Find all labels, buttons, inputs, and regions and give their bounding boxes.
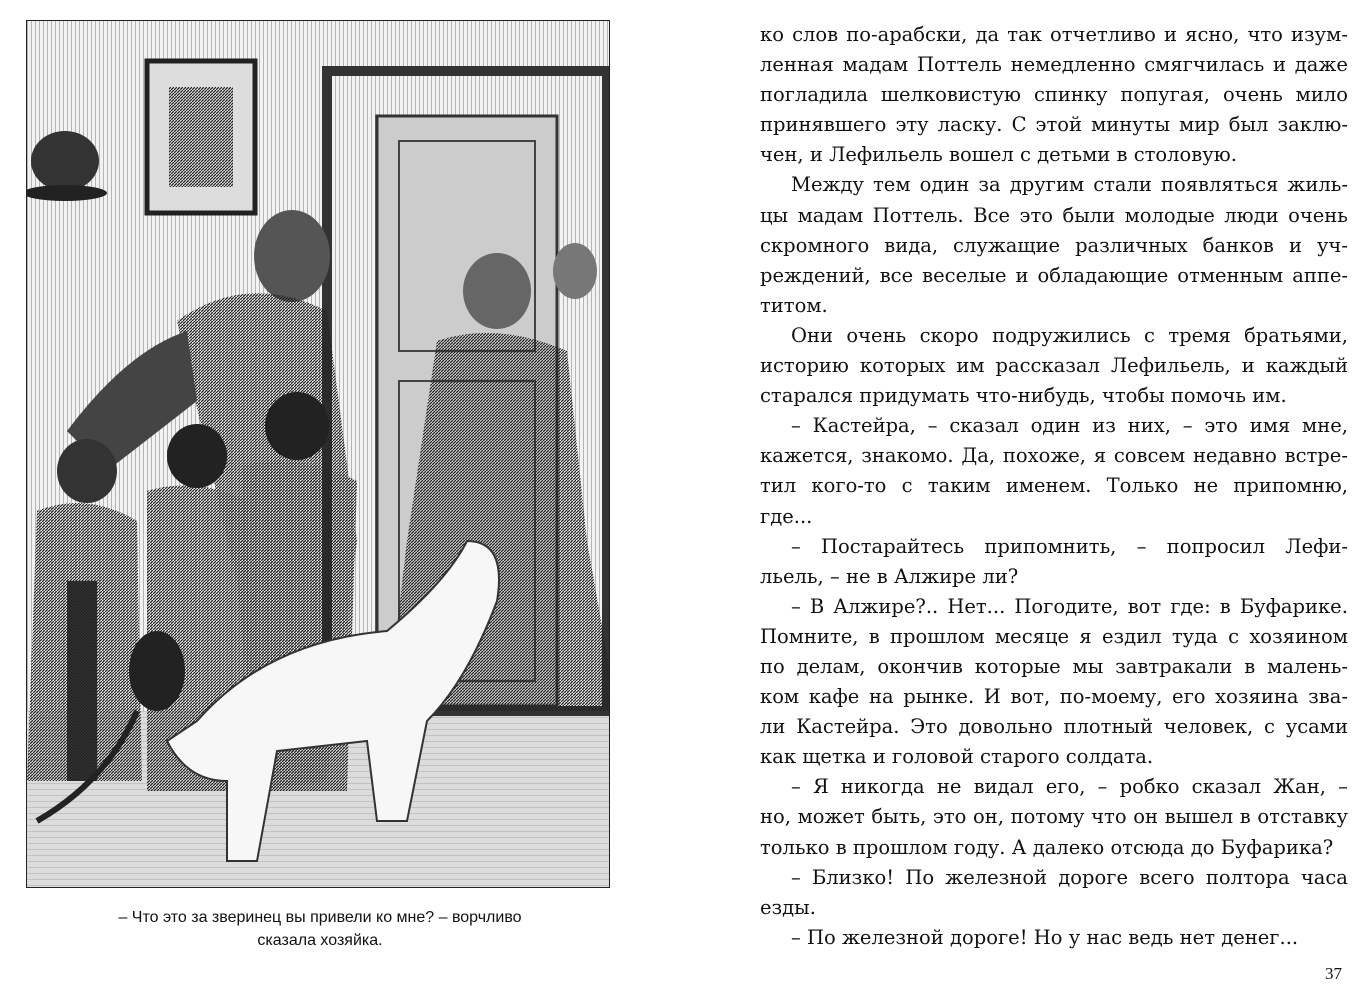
- text-line: Они очень скоро подружились с тремя братьями,: [791, 323, 1348, 347]
- page-number: 37: [1325, 964, 1342, 983]
- paragraph: [760, 532, 1348, 592]
- paragraph: [760, 923, 1348, 953]
- text-line: – По железной дороге! Но у нас ведь нет денег...: [791, 925, 1299, 949]
- text-line: – Близко! По железной дороге всего полтора часа: [791, 865, 1348, 889]
- text-line: где...: [760, 504, 813, 528]
- caption-line: – Что это за зверинец вы привели ко мне? – ворчливо: [118, 909, 522, 926]
- paragraph: [760, 772, 1348, 862]
- text-line: цы мадам Поттель. Все это были молодые люди очень: [760, 203, 1348, 227]
- engraving-illustration: [26, 20, 610, 888]
- text-line: кажется, знакомо. Да, похоже, я совсем недавно встре-: [760, 444, 1348, 468]
- text-line: Помните, в прошлом месяце я ездил туда с хозяином: [760, 624, 1348, 648]
- text-line: – Я никогда не видал его, – робко сказал Жан, –: [791, 775, 1348, 799]
- paragraph: [760, 863, 1348, 923]
- text-line: чен, и Лефильель вошел с детьми в столовую.: [760, 143, 1237, 167]
- caption-line: сказала хозяйка.: [257, 932, 383, 949]
- text-line: – Кастейра, – сказал один из них, – это имя мне,: [791, 414, 1348, 438]
- paragraph: [760, 170, 1348, 320]
- text-line: ли Кастейра. Это довольно плотный человек, с усами: [760, 715, 1348, 739]
- right-page-text: [760, 20, 1348, 953]
- text-line: реждений, все веселые и обладающие отменным аппе-: [760, 263, 1348, 287]
- text-line: титом.: [760, 293, 828, 317]
- paragraph: [760, 321, 1348, 411]
- paragraph: [760, 20, 1348, 170]
- text-line: погладила шелковистую спинку попугая, очень мило: [760, 83, 1348, 107]
- text-line: принявшего эту ласку. С этой минуты мир был заклю-: [760, 113, 1348, 137]
- text-line: льель, – не в Алжире ли?: [760, 564, 1019, 588]
- text-line: скромного вида, служащие различных банков и уч-: [760, 233, 1348, 257]
- text-line: только в прошлом году. А далеко отсюда до Буфарика?: [760, 835, 1334, 859]
- illustration-caption: [60, 906, 580, 952]
- text-line: езды.: [760, 895, 816, 919]
- text-line: ленная мадам Поттель немедленно смягчилась и даже: [760, 53, 1348, 77]
- text-line: – В Алжире?.. Нет... Погодите, вот где: в Буфарике.: [791, 594, 1348, 618]
- text-line: ко слов по-арабски, да так отчетливо и ясно, что изум-: [760, 23, 1348, 46]
- text-line: как щетка и головой старого солдата.: [760, 745, 1154, 769]
- text-line: Между тем один за другим стали появляться жиль-: [791, 173, 1348, 197]
- text-line: – Постарайтесь припомнить, – попросил Лефи-: [791, 534, 1348, 558]
- left-page: [0, 0, 640, 989]
- text-line: по делам, окончив которые мы завтракали в малень-: [760, 654, 1348, 678]
- paragraph: [760, 411, 1348, 531]
- paragraph: [760, 592, 1348, 773]
- text-line: историю которых им рассказал Лефильель, и каждый: [760, 354, 1348, 378]
- engraving-scene: [27, 21, 609, 887]
- text-line: но, может быть, это он, потому что он вышел в отставку: [760, 805, 1348, 829]
- text-line: старался придумать что-нибудь, чтобы помочь им.: [760, 384, 1287, 408]
- text-line: ком кафе на рынке. И вот, по-моему, его хозяина зва-: [760, 685, 1348, 709]
- text-line: тил кого-то с таким именем. Только не припомню,: [760, 474, 1348, 498]
